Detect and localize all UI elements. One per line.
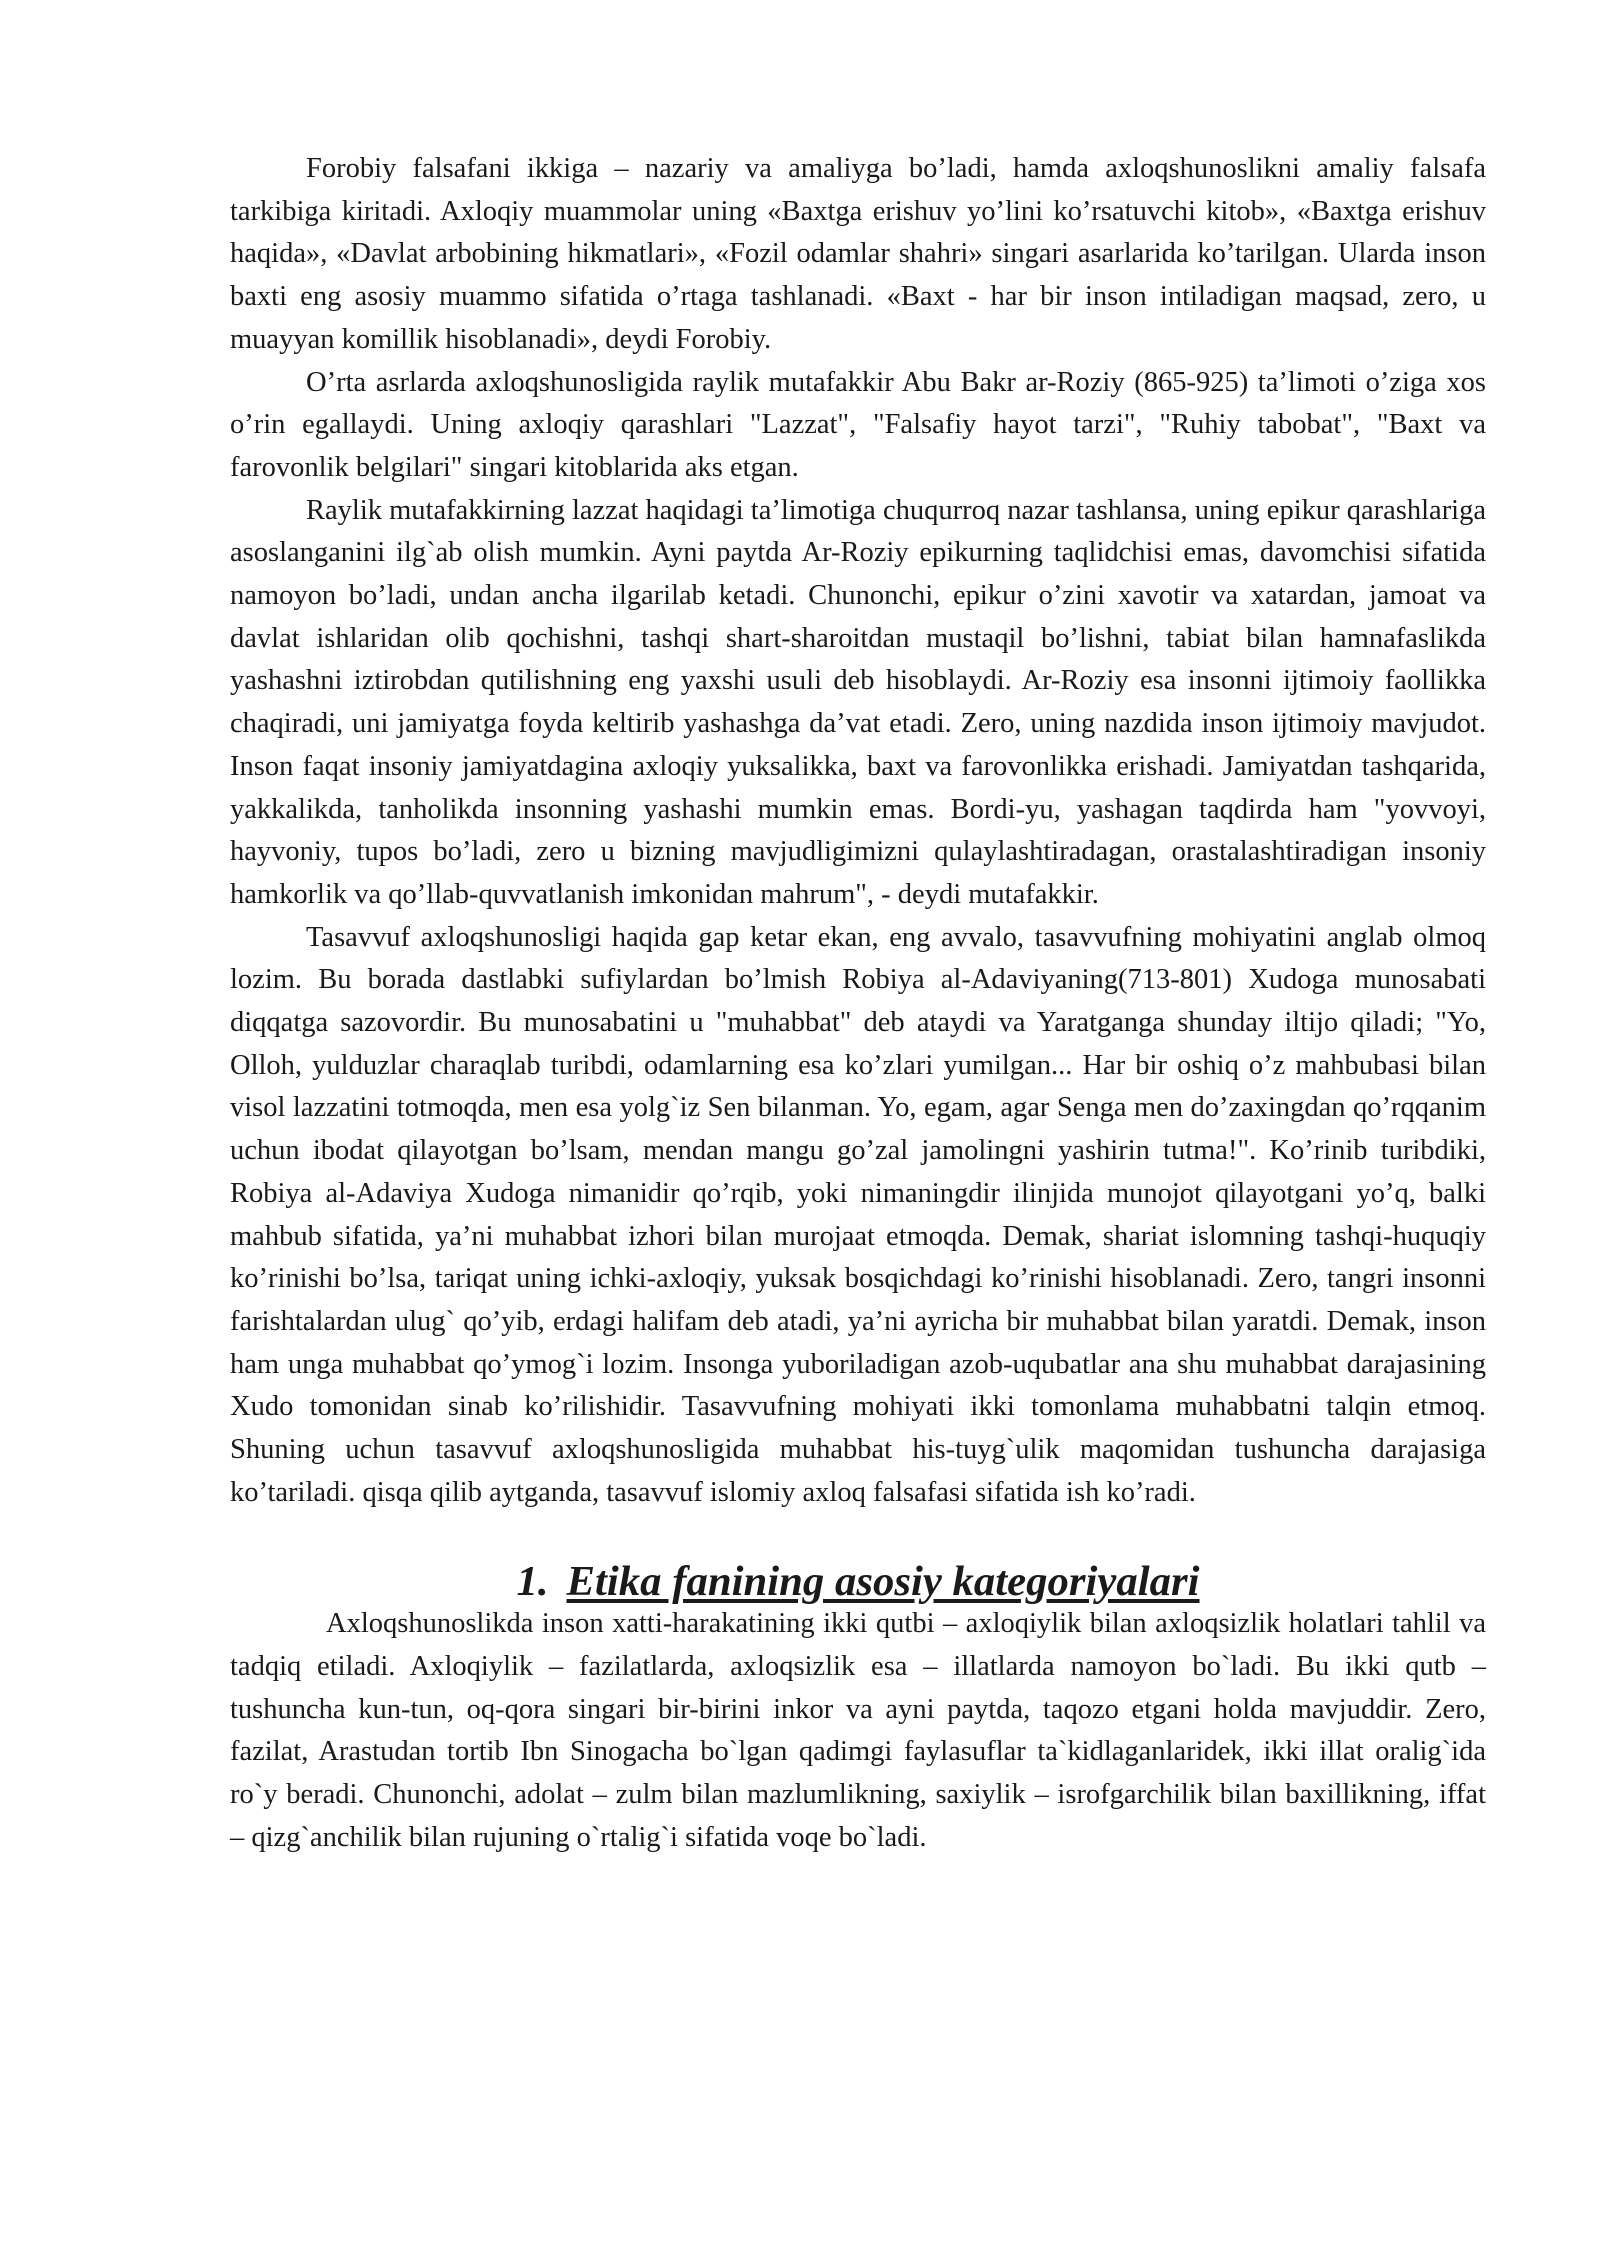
paragraph-tasavvuf: Tasavvuf axloqshunosligi haqida gap ketar ekan, eng avvalo, tasavvufning mohiyatini anglab olmoq lozim. Bu borada dastlabki sufiylardan bo’lmish Robiya al-Adaviyaning(713-801) Xudoga munosabati diqqatga sazovordir. Bu munosabatini u "muhabbat" deb ataydi va Yaratganga shunday iltijo qiladi; "Yo, Olloh, yulduzlar charaqlab turibdi, odamlarning esa ko’zlari yumilgan... Har bir oshiq o’z mahbubasi bilan visol lazzatini totmoqda, men esa yolg`iz Sen bilanman. Yo, egam, agar Senga men do’zaxingdan qo’rqqanim uchun ibodat qilayotgan bo’lsam, mendan mangu go’zal jamolingni yashirin tutma!". Ko’rinib turibdiki, Robiya al-Adaviya Xudoga nimanidir qo’rqib, yoki nimaningdir ilinjida munojot qilayotgani yo’q, balki mahbub sifatida, ya’ni muhabbat izhori bilan murojaat etmoqda. Demak, shariat islomning tashqi-huquqiy ko’rinishi bo’lsa, tariqat uning ichki-axloqiy, yuksak bosqichdagi ko’rinishi hisoblanadi. Zero, tangri insonni farishtalardan ulug` qo’yib, erdagi halifam deb atadi, ya’ni ayricha bir muhabbat bilan yaratdi. Demak, inson ham unga muhabbat qo’ymog`i lozim. Insonga yuboriladigan azob-uqubatlar ana shu muhabbat darajasining Xudo tomonidan sinab ko’rilishidir. Tasavvufning mohiyati ikki tomonlama muhabbatni talqin etmoq. Shuning uchun tasavvuf axloqshunosligida muhabbat his-tuyg`ulik maqomidan tushuncha darajasiga ko’tariladi. qisqa qilib aytganda, tasavvuf islomiy axloq falsafasi sifatida ish ko’radi. (230, 921, 1486, 1508)
section-number: 1. (516, 1557, 549, 1605)
section-title: Etika fanining asosiy kategoriyalari (566, 1557, 1200, 1605)
paragraph-forobiy: Forobiy falsafani ikkiga – nazariy va amaliyga bo’ladi, hamda axloqshunoslikni amaliy falsafa tarkibiga kiritadi. Axloqiy muammolar uning «Baxtga erishuv yo’lini ko’rsatuvchi kitob», «Baxtga erishuv haqida», «Davlat arbobining hikmatlari», «Fozil odamlar shahri» singari asarlarida ko’tarilgan. Ularda inson baxti eng asosiy muammo sifatida o’rtaga tashlanadi. «Baxt - har bir inson intiladigan maqsad, zero, u muayyan komillik hisoblanadi», deydi Forobiy. (230, 153, 1486, 355)
paragraph-axloqshunoslik: Axloqshunoslikda inson xatti-harakatining ikki qutbi – axloqiylik bilan axloqsizlik holatlari tahlil va tadqiq etiladi. Axloqiylik – fazilatlarda, axloqsizlik esa – illatlarda namoyon bo`ladi. Bu ikki qutb – tushuncha kun-tun, oq-qora singari bir-birini inkor va ayni paytda, taqozo etgani holda mavjuddir. Zero, fazilat, Arastudan tortib Ibn Sinogacha bo`lgan qadimgi faylasuflar ta`kidlaganlaridek, ikki illat oralig`ida ro`y beradi. Chunonchi, adolat – zulm bilan mazlumlikning, saxiylik – isrofgarchilik bilan baxillikning, iffat – qizg`anchilik bilan rujuning o`rtalig`i sifatida voqe bo`ladi. (230, 1608, 1486, 1853)
paragraph-roziy: O’rta asrlarda axloqshunosligida raylik mutafakkir Abu Bakr ar-Roziy (865-925) ta’limoti o’ziga xos o’rin egallaydi. Uning axloqiy qarashlari "Lazzat", "Falsafiy hayot tarzi", "Ruhiy tabobat", "Baxt va farovonlik belgilari" singari kitoblarida aks etgan. (230, 366, 1486, 483)
section-heading (230, 1557, 1486, 1605)
document-page (230, 148, 1486, 1859)
paragraph-raylik: Raylik mutafakkirning lazzat haqidagi ta’limotiga chuqurroq nazar tashlansa, uning epikur qarashlariga asoslanganini ilg`ab olish mumkin. Ayni paytda Ar-Roziy epikurning taqlidchisi emas, davomchisi sifatida namoyon bo’ladi, undan ancha ilgarilab ketadi. Chunonchi, epikur o’zini xavotir va xatardan, jamoat va davlat ishlaridan olib qochishni, tashqi shart-sharoitdan mustaqil bo’lishni, tabiat bilan hamnafaslikda yashashni iztirobdan qutilishning eng yaxshi usuli deb hisoblaydi. Ar-Roziy esa insonni ijtimoiy faollikka chaqiradi, uni jamiyatga foyda keltirib yashashga da’vat etadi. Zero, uning nazdida inson ijtimoiy mavjudot. Inson faqat insoniy jamiyatdagina axloqiy yuksalikka, baxt va farovonlikka erishadi. Jamiyatdan tashqarida, yakkalikda, tanholikda insonning yashashi mumkin emas. Bordi-yu, yashagan taqdirda ham "yovvoyi, hayvoniy, tupos bo’ladi, zero u bizning mavjudligimizni qulaylashtiradagan, orastalashtiradigan insoniy hamkorlik va qo’llab-quvvatlanish imkonidan mahrum", - deydi mutafakkir. (230, 494, 1486, 910)
